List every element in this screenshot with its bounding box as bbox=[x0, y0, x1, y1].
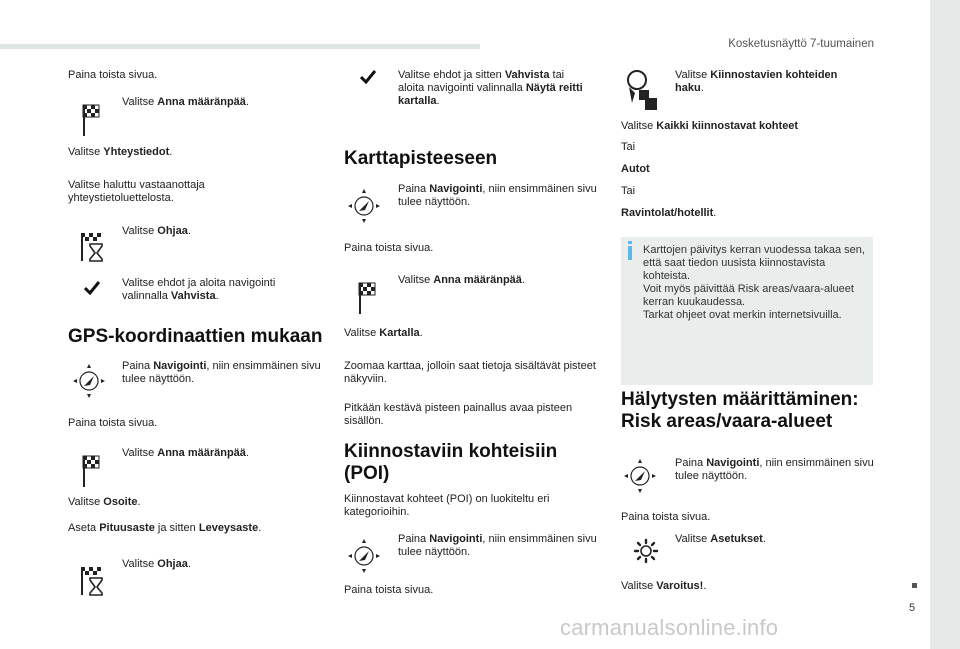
checkmark-icon bbox=[84, 281, 100, 295]
heading-gps-koordinaatit: GPS-koordinaattien mukaan bbox=[68, 326, 323, 347]
page-number: 5 bbox=[909, 602, 916, 614]
navigation-icon bbox=[347, 186, 381, 226]
step-navigointi: Paina Navigointi, niin ensimmäinen sivu tulee näyttöön. bbox=[122, 360, 321, 385]
navigation-icon bbox=[72, 361, 106, 401]
page-side-band bbox=[930, 0, 960, 649]
running-header: Kosketusnäyttö 7-tuumainen bbox=[728, 38, 874, 50]
checkmark-icon bbox=[360, 70, 376, 84]
step-anna-maaranpaa-2: Valitse Anna määränpää. bbox=[122, 447, 249, 459]
text-paina-toista-sivua-5: Paina toista sivua. bbox=[621, 511, 711, 523]
step-ravintolat: Ravintolat/hotellit. bbox=[621, 207, 717, 219]
info-icon bbox=[628, 246, 632, 260]
start-finish-flag-icon bbox=[80, 566, 106, 596]
page-marker bbox=[912, 583, 917, 588]
start-finish-flag-icon bbox=[80, 232, 106, 262]
step-kartalla: Valitse Kartalla. bbox=[344, 327, 423, 339]
heading-halytysten-maarittaminen: Hälytysten määrittäminen: Risk areas/vaara-alueet bbox=[621, 389, 859, 432]
heading-karttapisteeseen: Karttapisteeseen bbox=[344, 148, 498, 169]
text-zoomaa: Zoomaa karttaa, jolloin saat tietoja sisältävät pisteet näkyviin. bbox=[344, 360, 596, 385]
info-icon-dot bbox=[628, 241, 632, 244]
step-navigointi-2: Paina Navigointi, niin ensimmäinen sivu tulee näyttöön. bbox=[398, 183, 597, 208]
checkered-flag-icon bbox=[82, 455, 100, 487]
heading-kiinnostaviin-kohteisiin: Kiinnostaviin kohteisiin (POI) bbox=[344, 441, 558, 484]
text-paina-toista-sivua: Paina toista sivua. bbox=[68, 69, 158, 81]
step-asetukset: Valitse Asetukset. bbox=[675, 533, 766, 545]
step-anna-maaranpaa: Valitse Anna määränpää. bbox=[122, 96, 249, 108]
step-ohjaa: Valitse Ohjaa. bbox=[122, 225, 191, 237]
step-anna-maaranpaa-3: Valitse Anna määränpää. bbox=[398, 274, 525, 286]
step-navigointi-4: Paina Navigointi, niin ensimmäinen sivu tulee näyttöön. bbox=[675, 457, 874, 482]
step-vahvista-kartalla: Valitse ehdot ja sitten Vahvista tai aloita navigointi valinnalla Näytä reitti kartalla. bbox=[398, 69, 583, 107]
checkered-flag-icon bbox=[358, 282, 376, 314]
text-pitkaan-kestava: Pitkään kestävä pisteen painallus avaa pisteen sisällön. bbox=[344, 402, 573, 427]
text-paina-toista-sivua-3: Paina toista sivua. bbox=[344, 242, 434, 254]
step-vastaanottaja: Valitse haluttu vastaanottaja yhteystietoluettelosta. bbox=[68, 179, 205, 204]
step-yhteystiedot: Valitse Yhteystiedot. bbox=[68, 146, 173, 158]
text-paina-toista-sivua-2: Paina toista sivua. bbox=[68, 417, 158, 429]
step-osoite: Valitse Osoite. bbox=[68, 496, 141, 508]
step-ohjaa-2: Valitse Ohjaa. bbox=[122, 558, 191, 570]
step-pituusaste: Aseta Pituusaste ja sitten Leveysaste. bbox=[68, 522, 262, 534]
text-tai-1: Tai bbox=[621, 141, 636, 153]
navigation-icon bbox=[623, 456, 657, 496]
text-poi-kategoriat: Kiinnostavat kohteet (POI) on luokiteltu eri kategorioihin. bbox=[344, 493, 550, 518]
info-text: Karttojen päivitys kerran vuodessa takaa sen, että saat tiedon uusista kiinnostavista kohteista. Voit myös päivittää Risk areas/vaara-alueet kerran kuukaudessa. Tarkat ohjeet ovat merkin internetsivuilla. bbox=[643, 244, 865, 321]
checkered-flag-icon bbox=[82, 104, 100, 136]
step-vahvista: Valitse ehdot ja aloita navigointi valinnalla Vahvista. bbox=[122, 277, 276, 302]
navigation-icon bbox=[347, 536, 381, 576]
step-kaikki-kohteet: Valitse Kaikki kiinnostavat kohteet bbox=[621, 120, 799, 132]
text-paina-toista-sivua-4: Paina toista sivua. bbox=[344, 584, 434, 596]
text-tai-2: Tai bbox=[621, 185, 636, 197]
header-rule bbox=[0, 44, 480, 49]
step-varoitus: Valitse Varoitus!. bbox=[621, 580, 707, 592]
poi-search-icon bbox=[623, 68, 659, 112]
step-kohteiden-haku: Valitse Kiinnostavien kohteiden haku. bbox=[675, 69, 838, 94]
settings-gear-icon bbox=[633, 538, 659, 564]
text-autot: Autot bbox=[621, 163, 650, 175]
watermark: carmanualsonline.info bbox=[560, 615, 779, 640]
step-navigointi-3: Paina Navigointi, niin ensimmäinen sivu tulee näyttöön. bbox=[398, 533, 597, 558]
